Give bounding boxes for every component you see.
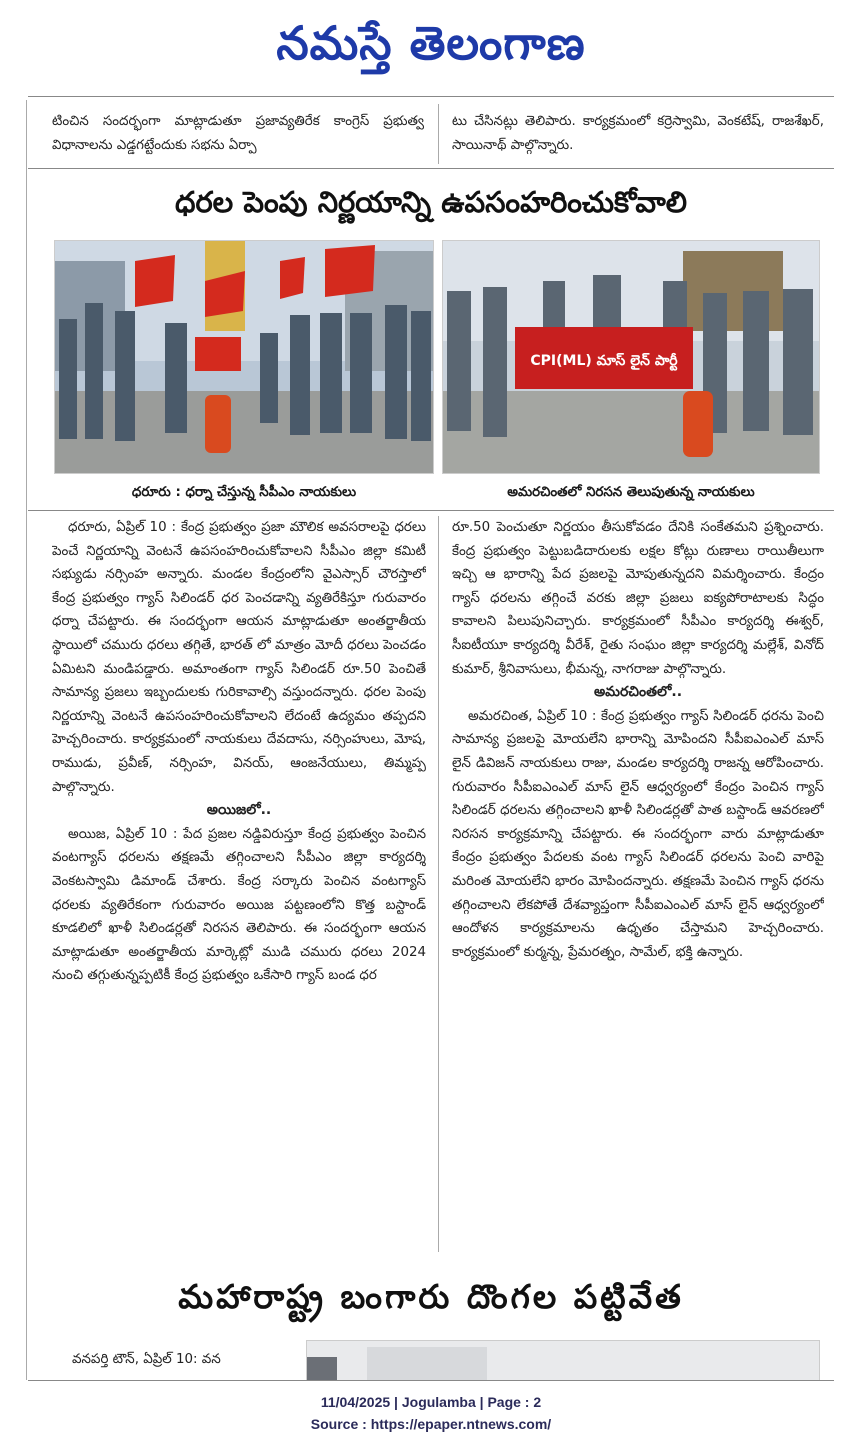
article2-headline: మహారాష్ట్ర బంగారు దొంగల పట్టివేత — [178, 1277, 684, 1316]
aija-subhead: అయిజలో.. — [206, 802, 272, 819]
top-snippet-rule — [28, 168, 834, 169]
article-right-column — [452, 516, 824, 1258]
masthead-rule — [28, 96, 834, 97]
page-bottom-rule — [28, 1380, 834, 1381]
top-snippet-right: టు చేసినట్లు తెలిపారు. కార్యక్రమంలో కర్రెస్వామి, వెంకటేష్, రాజశేఖర్, సాయినాథ్ పాల్గొన్నారు. — [452, 114, 824, 153]
article2-photo — [306, 1340, 820, 1380]
footer-source: Source : https://epaper.ntnews.com/ — [310, 1416, 552, 1432]
aija-report: అయిజ, ఏప్రిల్ 10 : పేద ప్రజల నడ్డివిరుస్తూ కేంద్ర ప్రభుత్వం పెంచిన వంటగ్యాస్ ధరలను తక్షణమే తగ్గించాలని సీపీఎం జిల్లా కార్యదర్శి వెంకటస్వామి డిమాండ్ చేశారు. కేంద్ర సర్కారు పెంచిన వంటగ్యాస్ ధరలకు వ్యతిరేకంగా గురువారం అయిజ పట్టణంలోని కొత్త బస్టాండ్ కూడలిలో ఖాళీ సిలిండర్లతో నిరసన తెలిపారు. ఈ సందర్భంగా ఆయన మాట్లాడుతూ అంతర్జాతీయ మార్కెట్లో ముడి చమురు ధరలు 2024 నుంచి తగ్గుతున్నప్పటికీ కేంద్ర ప్రభుత్వం ఒకేసారి గ్యాస్ బండ ధర — [52, 826, 426, 984]
photo-left-caption: ధరూరు : ధర్నా చేస్తున్న సీపీఎం నాయకులు — [131, 485, 357, 500]
masthead-title: నమస్తే తెలంగాణ — [276, 16, 586, 70]
banner-text: CPI(ML) మాస్ లైన్ పార్టీ — [530, 353, 678, 369]
caption-rule — [28, 510, 834, 511]
body-column-divider — [438, 516, 439, 1252]
adjacent-page-strip — [0, 100, 22, 1380]
photo-amarachinta-protest — [442, 240, 820, 474]
dharuru-report: ధరూరు, ఏప్రిల్ 10 : కేంద్ర ప్రభుత్వం ప్రజా మౌలిక అవసరాలపై ధరలు పెంచే నిర్ణయాన్ని వెంటనే ఉపసంహరించుకోవాలని సీపీఎం జిల్లా కమిటీ సభ్యుడు నర్సింహ అన్నారు. మండల కేంద్రంలోని వైఎస్సార్ చౌరస్తాలో కేంద్ర ప్రభుత్వం గ్యాస్ సిలిండర్ ధర పెంచడాన్ని వ్యతిరేకిస్తూ గురువారం ధర్నా చేపట్టారు. ఈ సందర్భంగా ఆయన మాట్లాడుతూ అంతర్జాతీయ స్థాయిలో చమురు ధరలు తగ్గితే, భారత్ లో మాత్రం మోదీ ధరలు పెంచడం ఏమిటని మండిపడ్డారు. అమాంతంగా గ్యాస్ సిలిండర్ రూ.50 పెంచితే సామాన్య ప్రజలు ఇబ్బందులకు గురికావాల్సి వస్తుందన్నారు. ధరల పెంపు నిర్ణయాన్ని వెంటనే ఉపసంహరించుకోవాలని లేదంటే ఉద్యమం తప్పదని హెచ్చరించారు. కార్యక్రమంలో నాయకులు దేవదాసు, నర్సింహులు, మోష, రాముడు, ప్రవీణ్, నర్సింహ, వినయ్, ఆంజనేయులు, తిమ్మప్ప పాల్గొన్నారు. — [52, 520, 426, 795]
top-column-divider — [438, 104, 439, 164]
dharuru-report-continued: రూ.50 పెంచుతూ నిర్ణయం తీసుకోవడం దేనికి సంకేతమని ప్రశ్నించారు. కేంద్ర ప్రభుత్వం పెట్టుబడిదారులకు లక్షల కోట్లు రుణాలు రాయితీలుగా ఇచ్చి ఆ భారాన్ని పేద ప్రజలపై మోపుతున్నదని విమర్శించారు. కేంద్రం గ్యాస్ ధరలను తగ్గించే వరకు జిల్లా ప్రజలు ఐక్యపోరాటాలకు సిద్ధం కావాలని పిలుపునిచ్చారు. కార్యక్రమంలో సీపీఎం కార్యదర్శి ఈశ్వర్, సీఐటీయూ కార్యదర్శి వీరేశ్, రైతు సంఘం జిల్లా కార్యదర్శి మల్లేశ్, వినోద్ కుమార్, శ్రీనివాసులు, భీమన్న, నాగరాజు పాల్గొన్నారు. — [452, 520, 824, 677]
article2-lead: వనపర్తి టౌన్, ఏప్రిల్ 10: వన — [72, 1352, 221, 1367]
article-left-column — [52, 516, 426, 1258]
article-headline: ధరల పెంపు నిర్ణయాన్ని ఉపసంహరించుకోవాలి — [175, 185, 687, 219]
left-margin-rule — [26, 100, 27, 1380]
photo-right-caption: అమరచింతలో నిరసన తెలుపుతున్న నాయకులు — [507, 485, 755, 500]
amarachinta-report: అమరచింత, ఏప్రిల్ 10 : కేంద్ర ప్రభుత్వం గ్యాస్ సిలిండర్ ధరను పెంచి సామాన్య ప్రజలపై మోయలేని భారాన్ని మోపిందని సీపీఐఎంఎల్ మాస్ లైన్ డివిజన్ నాయకులు రాజు, మండల కార్యదర్శి రాజన్న ఆరోపించారు. గురువారం సీపీఐఎంఎల్ మాస్ లైన్ ఆధ్వర్యంలో కేంద్రం పెంచిన గ్యాస్ సిలిండర్ ధరలను తగ్గించాలని ఖాళీ సిలిండర్లతో పాత బస్టాండ్ ఆవరణలో నిరసన కార్యక్రమాన్ని చేపట్టారు. ఈ సందర్భంగా వారు మాట్లాడుతూ కేంద్రం ప్రభుత్వం పేదలకు వంట గ్యాస్ సిలిండర్ ధరలను పెంచి వారిపై మరింత మోయలేని భారం మోపిందన్నారు. తక్షణమే పెంచిన గ్యాస్ ధరను తగ్గించాలని లేకపోతే దేశవ్యాప్తంగా సీపీఐఎంఎల్ మాస్ లైన్ ఆధ్వర్యంలో ఆందోళన కార్యక్రమాలను ఉధృతం చేస్తామని హెచ్చరించారు. కార్యక్రమంలో కుర్మన్న, ప్రేమరత్నం, సామేల్, భక్తి ఉన్నారు. — [452, 708, 824, 960]
amarachinta-subhead: అమరచింతలో.. — [593, 684, 683, 701]
footer-date-page: 11/04/2025 | Jogulamba | Page : 2 — [320, 1394, 542, 1410]
top-snippet-left: టించిన సందర్భంగా మాట్లాడుతూ ప్రజావ్యతిరేక కాంగ్రెస్ ప్రభుత్వ విధానాలను ఎడ్డగట్టేందుకు సభను ఏర్పా — [52, 114, 424, 153]
photo-dharuru-protest — [54, 240, 434, 474]
